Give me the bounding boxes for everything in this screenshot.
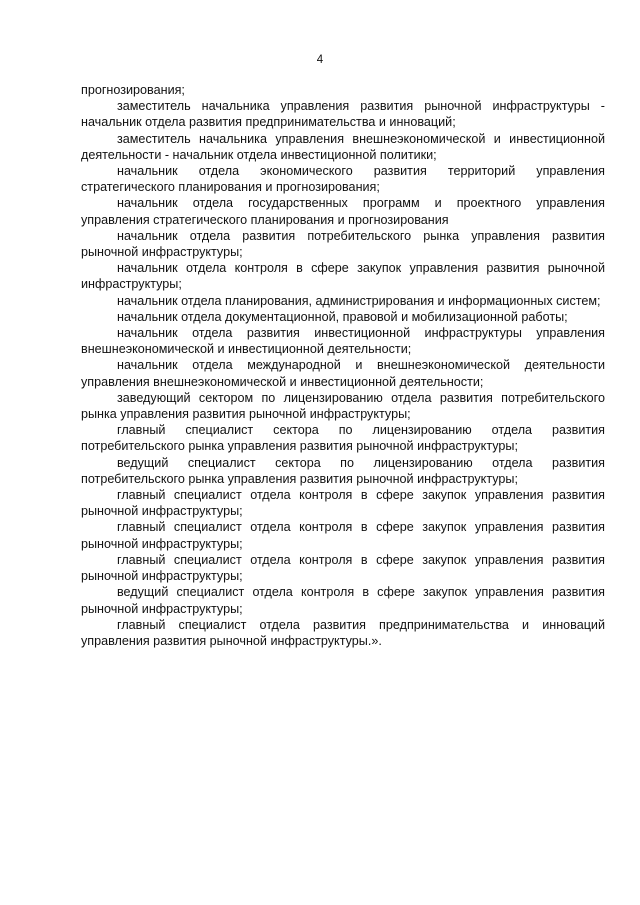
list-item: заместитель начальника управления внешнеэкономической и инвестиционной деятельности - начальник отдела инвестиционной политики;	[81, 131, 605, 162]
list-item: главный специалист отдела контроля в сфере закупок управления развития рыночной инфраструктуры;	[81, 552, 605, 584]
list-item: начальник отдела документационной, правовой и мобилизационной работы;	[117, 309, 568, 324]
list-item: начальник отдела контроля в сфере закупок управления развития рыночной инфраструктуры;	[81, 261, 605, 292]
page-number: 4	[316, 54, 324, 66]
list-item: начальник отдела развития инвестиционной инфраструктуры управления внешнеэкономической и инвестиционной деятельности;	[81, 326, 605, 357]
list-item: главный специалист отдела контроля в сфере закупок управления развития рыночной инфраструктуры;	[81, 520, 605, 551]
list-item: ведущий специалист сектора по лицензированию отдела развития потребительского рынка управления развития рыночной инфраструктуры;	[81, 455, 605, 486]
continuation-line: прогнозирования;	[81, 83, 185, 97]
list-item: заведующий сектором по лицензированию отдела развития потребительского рынка управления развития рыночной инфраструктуры;	[81, 390, 605, 422]
list-item: начальник отдела экономического развития территорий управления стратегического планирования и прогнозирования;	[81, 164, 605, 195]
list-item: главный специалист отдела контроля в сфере закупок управления развития рыночной инфраструктуры;	[81, 488, 605, 519]
list-item: начальник отдела международной и внешнеэкономической деятельности управления внешнеэкономической и инвестиционной деятельности;	[81, 358, 605, 389]
list-item: начальник отдела планирования, администрирования и информационных систем;	[117, 293, 601, 308]
list-item: главный специалист сектора по лицензированию отдела развития потребительского рынка управления развития рыночной инфраструктуры;	[81, 423, 605, 454]
list-item: начальник отдела государственных программ и проектного управления управления стратегического планирования и прогнозирования	[81, 196, 605, 227]
document-body	[81, 82, 605, 649]
list-item: начальник отдела развития потребительского рынка управления развития рыночной инфраструктуры;	[81, 228, 605, 260]
list-item: главный специалист отдела развития предпринимательства и инноваций управления развития рыночной инфраструктуры.».	[81, 617, 605, 648]
list-item: ведущий специалист отдела контроля в сфере закупок управления развития рыночной инфраструктуры;	[81, 585, 605, 616]
list-item: заместитель начальника управления развития рыночной инфраструктуры - начальник отдела развития предпринимательства и инноваций;	[81, 99, 605, 130]
